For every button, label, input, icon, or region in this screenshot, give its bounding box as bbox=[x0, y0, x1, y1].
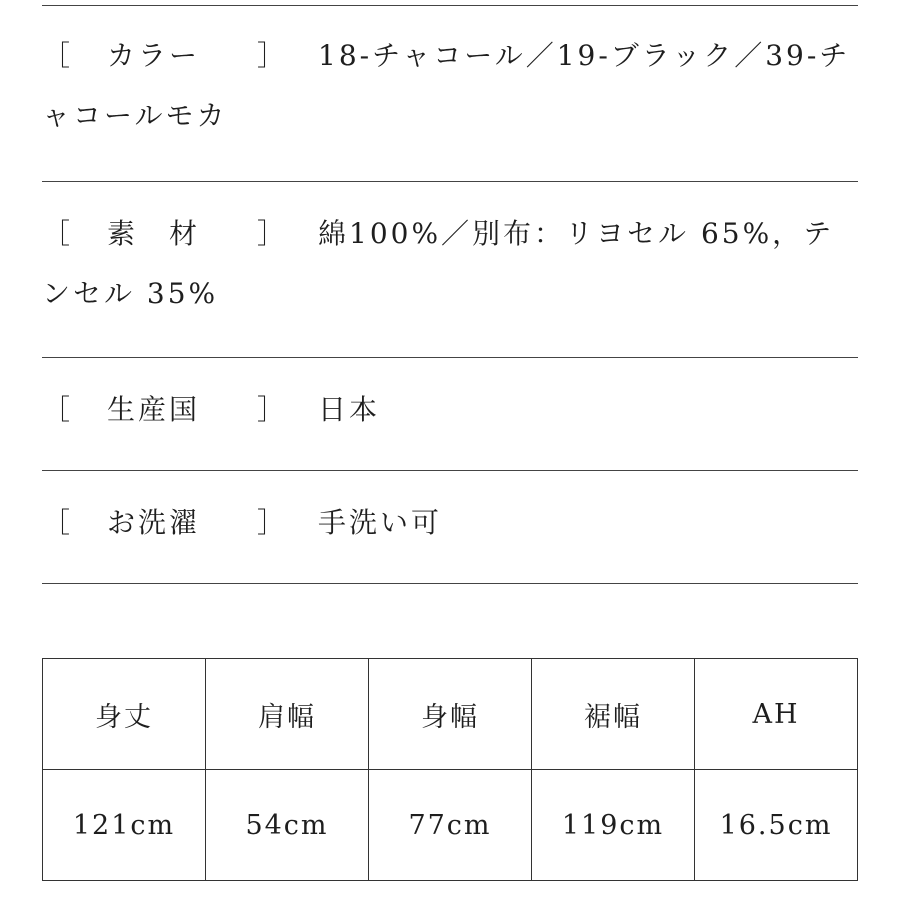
divider bbox=[42, 470, 858, 471]
spec-label-text: お洗濯 bbox=[107, 506, 201, 539]
spec-value: 日本 bbox=[318, 393, 381, 426]
spec-row-material bbox=[42, 204, 858, 324]
open-bracket: ［ bbox=[42, 39, 74, 72]
divider bbox=[42, 357, 858, 358]
divider-bottom bbox=[42, 583, 858, 584]
close-bracket: ］ bbox=[257, 393, 289, 426]
size-header-chest: 身幅 bbox=[369, 659, 532, 770]
spec-value: 18-チャコール／19-ブラック／39-チャコールモカ bbox=[42, 39, 851, 132]
size-value-shoulder: 54cm bbox=[206, 770, 369, 881]
open-bracket: ［ bbox=[42, 506, 74, 539]
spec-label-text: 素 材 bbox=[107, 217, 201, 250]
spec-value: 手洗い可 bbox=[318, 506, 443, 539]
size-table bbox=[42, 658, 858, 881]
size-header-hem: 裾幅 bbox=[532, 659, 695, 770]
size-table-header-row bbox=[43, 659, 858, 770]
size-value-armhole: 16.5cm bbox=[695, 770, 858, 881]
spec-label-text: カラー bbox=[107, 39, 201, 72]
spec-row-color bbox=[42, 26, 858, 146]
size-value-chest: 77cm bbox=[369, 770, 532, 881]
close-bracket: ］ bbox=[257, 506, 289, 539]
size-value-length: 121cm bbox=[43, 770, 206, 881]
spec-row-laundry bbox=[42, 493, 858, 553]
spec-label bbox=[42, 26, 318, 86]
spec-label bbox=[42, 204, 318, 264]
spec-label bbox=[42, 380, 318, 440]
spec-row-origin bbox=[42, 380, 858, 440]
close-bracket: ］ bbox=[257, 39, 289, 72]
open-bracket: ［ bbox=[42, 393, 74, 426]
spec-label-text: 生産国 bbox=[107, 393, 201, 426]
spec-value: 綿100%／別布：リヨセル 65%，テンセル 35% bbox=[42, 217, 835, 310]
size-header-shoulder: 肩幅 bbox=[206, 659, 369, 770]
close-bracket: ］ bbox=[257, 217, 289, 250]
size-value-hem: 119cm bbox=[532, 770, 695, 881]
size-header-length: 身丈 bbox=[43, 659, 206, 770]
spec-label bbox=[42, 493, 318, 553]
size-table-value-row bbox=[43, 770, 858, 881]
open-bracket: ［ bbox=[42, 217, 74, 250]
size-header-armhole: AH bbox=[695, 659, 858, 770]
divider-top bbox=[42, 5, 858, 6]
divider bbox=[42, 181, 858, 182]
